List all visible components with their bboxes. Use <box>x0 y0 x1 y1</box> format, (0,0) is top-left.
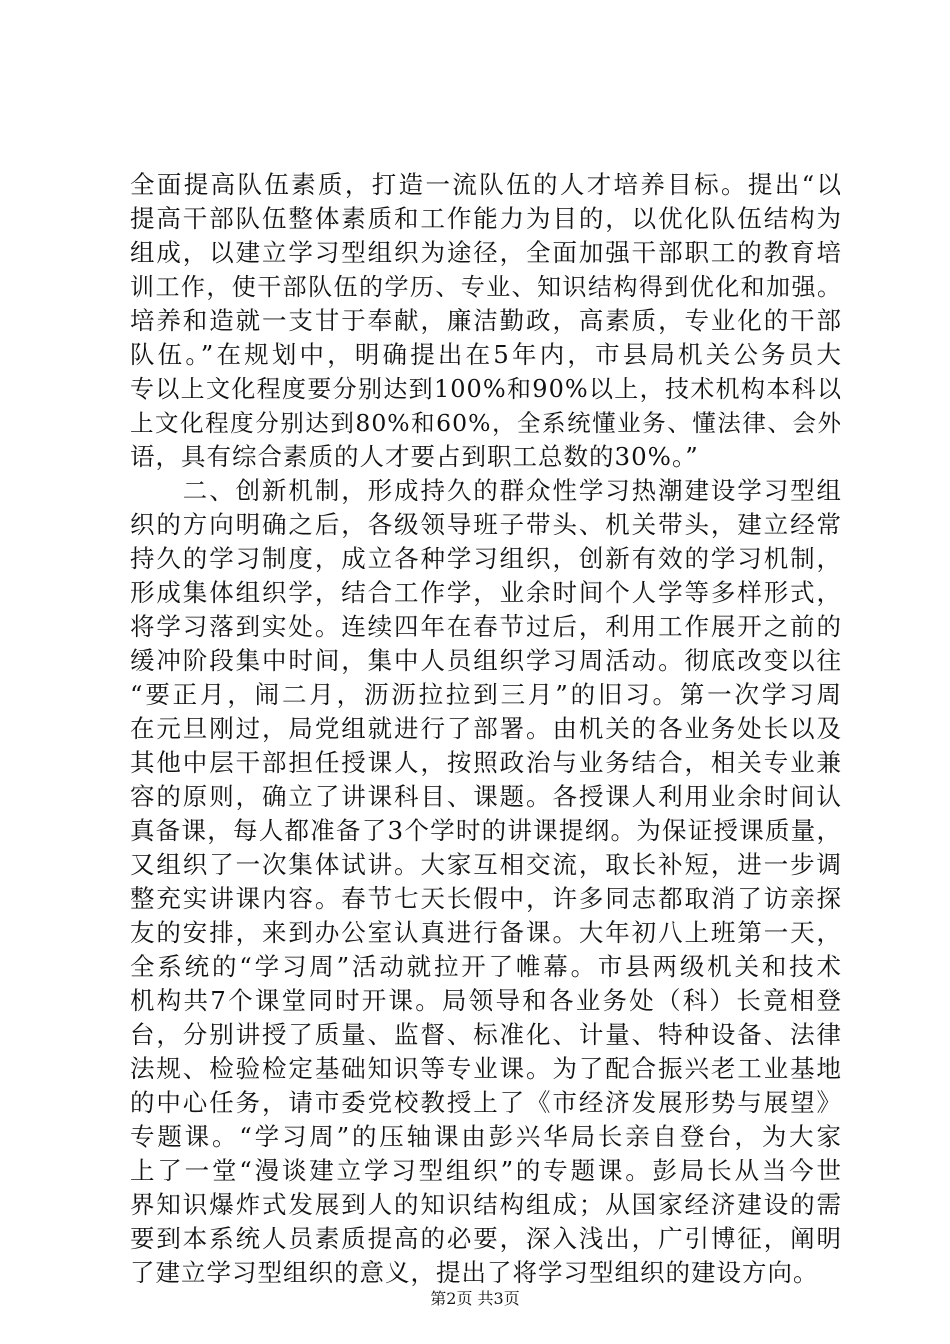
text-line: 机构共7个课堂同时开课。局领导和各业务处（科）长竟相登 <box>130 986 842 1015</box>
body-text <box>130 168 842 1290</box>
text-line: 真备课，每人都准备了3个学时的讲课提纲。为保证授课质量， <box>130 816 842 845</box>
text-line: 专题课。“学习周”的压轴课由彭兴华局长亲自登台，为大家 <box>130 1122 842 1151</box>
text-line: 上了一堂“漫谈建立学习型组织”的专题课。彭局长从当今世 <box>130 1156 842 1185</box>
text-line: 法规、检验检定基础知识等专业课。为了配合振兴老工业基地 <box>130 1054 842 1083</box>
text-line: 在元旦刚过，局党组就进行了部署。由机关的各业务处长以及 <box>130 714 842 743</box>
text-line: 界知识爆炸式发展到人的知识结构组成；从国家经济建设的需 <box>130 1190 842 1219</box>
page-footer: 第2页 共3页 <box>430 1289 520 1308</box>
text-line: 友的安排，来到办公室认真进行备课。大年初八上班第一天， <box>130 918 842 947</box>
text-line: 要到本系统人员素质提高的必要，深入浅出，广引博征，阐明 <box>130 1224 842 1253</box>
text-line: 专以上文化程度要分别达到100%和90%以上，技术机构本科以 <box>130 375 842 403</box>
text-line: 上文化程度分别达到80%和60%，全系统懂业务、懂法律、会外 <box>130 409 842 437</box>
text-line: 训工作，使干部队伍的学历、专业、知识结构得到优化和加强。 <box>130 273 842 301</box>
text-line: 将学习落到实处。连续四年在春节过后，利用工作展开之前的 <box>130 612 842 641</box>
text-line: 语，具有综合素质的人才要占到职工总数的30%。” <box>130 442 699 471</box>
text-line: 的中心任务，请市委党校教授上了《市经济发展形势与展望》 <box>130 1088 842 1117</box>
text-line: 组成，以建立学习型组织为途径，全面加强干部职工的教育培 <box>130 238 842 267</box>
text-line: 了建立学习型组织的意义，提出了将学习型组织的建设方向。 <box>130 1258 819 1287</box>
text-line: 全系统的“学习周”活动就拉开了帷幕。市县两级机关和技术 <box>130 952 842 981</box>
text-line: 持久的学习制度，成立各种学习组织，创新有效的学习机制， <box>130 544 842 573</box>
text-line: 缓冲阶段集中时间，集中人员组织学习周活动。彻底改变以往 <box>130 646 842 675</box>
text-line: 培养和造就一支甘于奉献，廉洁勤政，高素质，专业化的干部 <box>130 306 842 335</box>
text-line: 提高干部队伍整体素质和工作能力为目的，以优化队伍结构为 <box>130 204 842 233</box>
text-line: 台，分别讲授了质量、监督、标准化、计量、特种设备、法律 <box>130 1020 842 1049</box>
text-line: 形成集体组织学，结合工作学，业余时间个人学等多样形式， <box>130 578 842 607</box>
text-line: 二、创新机制，形成持久的群众性学习热潮建设学习型组 <box>130 476 842 505</box>
text-line: 织的方向明确之后，各级领导班子带头、机关带头，建立经常 <box>130 510 842 539</box>
text-line: 其他中层干部担任授课人，按照政治与业务结合，相关专业兼 <box>130 748 842 777</box>
text-line: “要正月，闹二月，沥沥拉拉到三月”的旧习。第一次学习周 <box>130 680 842 709</box>
text-line: 容的原则，确立了讲课科目、课题。各授课人利用业余时间认 <box>130 782 842 811</box>
text-line: 整充实讲课内容。春节七天长假中，许多同志都取消了访亲探 <box>130 884 842 913</box>
text-line: 队伍。”在规划中，明确提出在5年内，市县局机关公务员大 <box>130 340 842 369</box>
text-line: 全面提高队伍素质，打造一流队伍的人才培养目标。提出“以 <box>130 170 842 199</box>
text-line: 又组织了一次集体试讲。大家互相交流，取长补短，进一步调 <box>130 850 842 879</box>
